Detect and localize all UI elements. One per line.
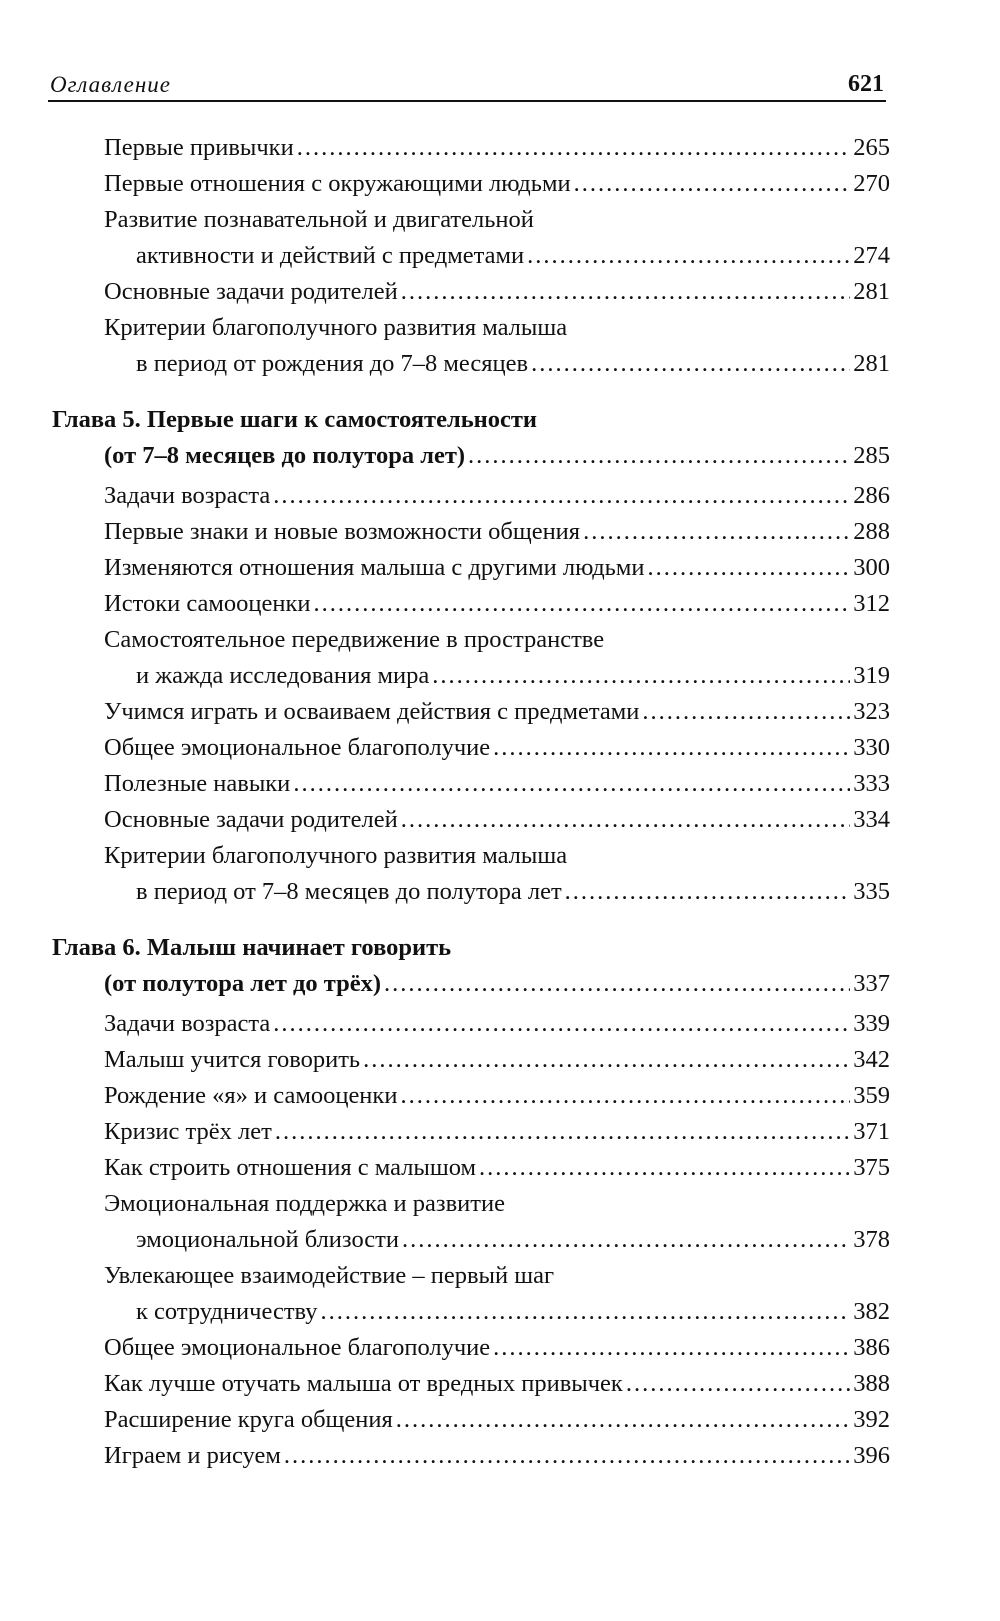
dot-leader: [293, 766, 850, 802]
toc-page-number: 265: [853, 134, 890, 161]
toc-entry-line: [104, 874, 890, 910]
toc-entry: [104, 166, 890, 202]
toc-page-number: 337: [853, 970, 890, 997]
toc-entry-text: Развитие познавательной и двигательной: [104, 206, 534, 233]
dot-leader: [432, 658, 850, 694]
toc-entry-text: Общее эмоциональное благополучие: [104, 1334, 491, 1361]
toc-entry-text: Расширение круга общения: [104, 1406, 393, 1433]
dot-leader: [626, 1366, 850, 1402]
toc-entry: [104, 622, 890, 694]
toc-page-number: 339: [853, 1010, 890, 1037]
dot-leader: [479, 1150, 850, 1186]
dot-leader: [493, 730, 850, 766]
toc-entry-text: Играем и рисуем: [104, 1442, 281, 1469]
toc-entry-text: активности и действий с предметами: [136, 242, 525, 269]
toc-entry-line: [104, 730, 890, 766]
toc-entry: [104, 1042, 890, 1078]
toc-page-number: 334: [853, 806, 890, 833]
dot-leader: [321, 1294, 851, 1330]
toc-entry-line: [104, 238, 890, 274]
toc-entry-line: [104, 274, 890, 310]
toc-entry: [104, 1330, 890, 1366]
dot-leader: [284, 1438, 850, 1474]
toc-page-number: 270: [853, 170, 890, 197]
toc-page-number: 288: [853, 518, 890, 545]
toc-entry-line: [104, 766, 890, 802]
toc-entry-text: Первые знаки и новые возможности общения: [104, 518, 581, 545]
dot-leader: [468, 438, 850, 474]
dot-leader: [402, 1222, 850, 1258]
toc-page-number: 312: [853, 590, 890, 617]
toc-entry: [104, 730, 890, 766]
running-head-title: Оглавление: [50, 72, 172, 97]
toc-entry-line: [104, 1402, 890, 1438]
toc-page-number: 371: [853, 1118, 890, 1145]
dot-leader: [565, 874, 851, 910]
toc-entry-text: и жажда исследования мира: [136, 662, 430, 689]
dot-leader: [273, 1006, 850, 1042]
toc-page-number: 335: [853, 878, 890, 905]
toc-entry: [104, 550, 890, 586]
toc-entry-line: [104, 550, 890, 586]
toc-entry-line: [52, 966, 890, 1002]
toc-entry: [104, 1150, 890, 1186]
toc-page-number: 378: [853, 1226, 890, 1253]
toc-entry-text: Критерии благополучного развития малыша: [104, 314, 568, 341]
toc-page-number: 375: [853, 1154, 890, 1181]
toc-entry: [104, 202, 890, 274]
toc-entry-text: Задачи возраста: [104, 1010, 271, 1037]
toc-entry-line: [104, 1366, 890, 1402]
toc-page-number: 281: [853, 350, 890, 377]
dot-leader: [642, 694, 850, 730]
toc-entry: [104, 838, 890, 910]
toc-entry-line: [104, 1114, 890, 1150]
toc-entry-line: [104, 478, 890, 514]
toc-entry-line: [104, 1330, 890, 1366]
toc-entry: [104, 514, 890, 550]
dot-leader: [396, 1402, 850, 1438]
toc-entry-text: Рождение «я» и самооценки: [104, 1082, 398, 1109]
toc-entry-text: Глава 5. Первые шаги к самостоятельности: [52, 406, 538, 433]
toc-entry-text: Общее эмоциональное благополучие: [104, 734, 491, 761]
page-number: 621: [848, 71, 884, 97]
toc-entry-line: [104, 1222, 890, 1258]
toc-page-number: 359: [853, 1082, 890, 1109]
dot-leader: [314, 586, 851, 622]
toc-entry: [104, 1366, 890, 1402]
toc-entry-text: Как строить отношения с малышом: [104, 1154, 477, 1181]
toc-entry-text: в период от рождения до 7–8 месяцев: [136, 350, 529, 377]
toc-entry-line: [104, 130, 890, 166]
toc-entry: [104, 1078, 890, 1114]
toc-page-number: 286: [853, 482, 890, 509]
toc-entry-text: в период от 7–8 месяцев до полутора лет: [136, 878, 562, 905]
toc-entry-line: [104, 346, 890, 382]
toc-entry-text: Как лучше отучать малыша от вредных привычек: [104, 1370, 623, 1397]
toc-page-number: 333: [853, 770, 890, 797]
toc-entry: [104, 274, 890, 310]
toc-page-number: 388: [853, 1370, 890, 1397]
toc-entry-text: Увлекающее взаимодействие – первый шаг: [104, 1262, 555, 1289]
toc-entry-text: (от полутора лет до трёх): [104, 970, 382, 997]
toc-page-number: 396: [853, 1442, 890, 1469]
toc-entry-text: Основные задачи родителей: [104, 806, 398, 833]
toc-entry: [104, 766, 890, 802]
dot-leader: [531, 346, 850, 382]
toc-entry: [104, 694, 890, 730]
toc-entry-text: Полезные навыки: [104, 770, 291, 797]
toc-entry-line: [104, 1078, 890, 1114]
toc-entry-text: Учимся играть и осваиваем действия с предметами: [104, 698, 640, 725]
toc-chapter-entry: [52, 930, 890, 1002]
toc-chapter-entry: [52, 402, 890, 474]
toc-entry-line: [104, 586, 890, 622]
toc-entry-text: Кризис трёх лет: [104, 1118, 272, 1145]
dot-leader: [401, 802, 851, 838]
dot-leader: [363, 1042, 850, 1078]
toc-entry-text: Эмоциональная поддержка и развитие: [104, 1190, 505, 1217]
dot-leader: [273, 478, 850, 514]
toc-page-number: 382: [853, 1298, 890, 1325]
dot-leader: [583, 514, 850, 550]
toc-entry: [104, 586, 890, 622]
toc-entry-line: [104, 1150, 890, 1186]
toc-entry-text: Самостоятельное передвижение в пространстве: [104, 626, 605, 653]
toc-page-number: 319: [853, 662, 890, 689]
toc-entry: [104, 478, 890, 514]
toc-entry-text: Первые привычки: [104, 134, 294, 161]
dot-leader: [647, 550, 850, 586]
toc-entry-line: [104, 658, 890, 694]
dot-leader: [297, 130, 851, 166]
toc-entry-text: Малыш учится говорить: [104, 1046, 361, 1073]
toc-entry: [104, 802, 890, 838]
dot-leader: [527, 238, 850, 274]
toc-entry-text: Первые отношения с окружающими людьми: [104, 170, 571, 197]
toc-entry: [104, 1186, 890, 1258]
table-of-contents: [0, 130, 1000, 1474]
toc-entry-text: Истоки самооценки: [104, 590, 311, 617]
dot-leader: [493, 1330, 850, 1366]
dot-leader: [384, 966, 850, 1002]
dot-leader: [400, 1078, 850, 1114]
toc-page-number: 323: [853, 698, 890, 725]
toc-entry-line: [52, 438, 890, 474]
toc-entry-text: Задачи возраста: [104, 482, 271, 509]
toc-page-number: 281: [853, 278, 890, 305]
toc-page-number: 285: [853, 442, 890, 469]
toc-entry-text: Критерии благополучного развития малыша: [104, 842, 568, 869]
toc-entry: [104, 1402, 890, 1438]
toc-entry: [104, 1114, 890, 1150]
toc-entry-line: [104, 1042, 890, 1078]
dot-leader: [574, 166, 851, 202]
toc-entry-text: Глава 6. Малыш начинает говорить: [52, 934, 452, 961]
toc-entry-text: Изменяются отношения малыша с другими людьми: [104, 554, 645, 581]
toc-entry: [104, 130, 890, 166]
toc-entry-line: [104, 1294, 890, 1330]
toc-entry-text: Основные задачи родителей: [104, 278, 398, 305]
toc-page-number: 386: [853, 1334, 890, 1361]
dot-leader: [275, 1114, 850, 1150]
toc-entry: [104, 310, 890, 382]
toc-entry-text: (от 7–8 месяцев до полутора лет): [104, 442, 466, 469]
toc-page-number: 300: [853, 554, 890, 581]
toc-entry-text: эмоциональной близости: [136, 1226, 400, 1253]
toc-page-number: 330: [853, 734, 890, 761]
toc-page-number: 392: [853, 1406, 890, 1433]
toc-entry-line: [104, 166, 890, 202]
toc-page-number: 274: [853, 242, 890, 269]
toc-entry-line: [104, 694, 890, 730]
toc-entry: [104, 1006, 890, 1042]
toc-entry-line: [104, 514, 890, 550]
toc-entry: [104, 1258, 890, 1330]
toc-entry-line: [104, 1438, 890, 1474]
toc-entry-text: к сотрудничеству: [136, 1298, 318, 1325]
toc-page-number: 342: [853, 1046, 890, 1073]
running-head: [48, 62, 886, 102]
toc-entry: [104, 1438, 890, 1474]
toc-entry-line: [104, 1006, 890, 1042]
toc-entry-line: [104, 802, 890, 838]
dot-leader: [401, 274, 851, 310]
